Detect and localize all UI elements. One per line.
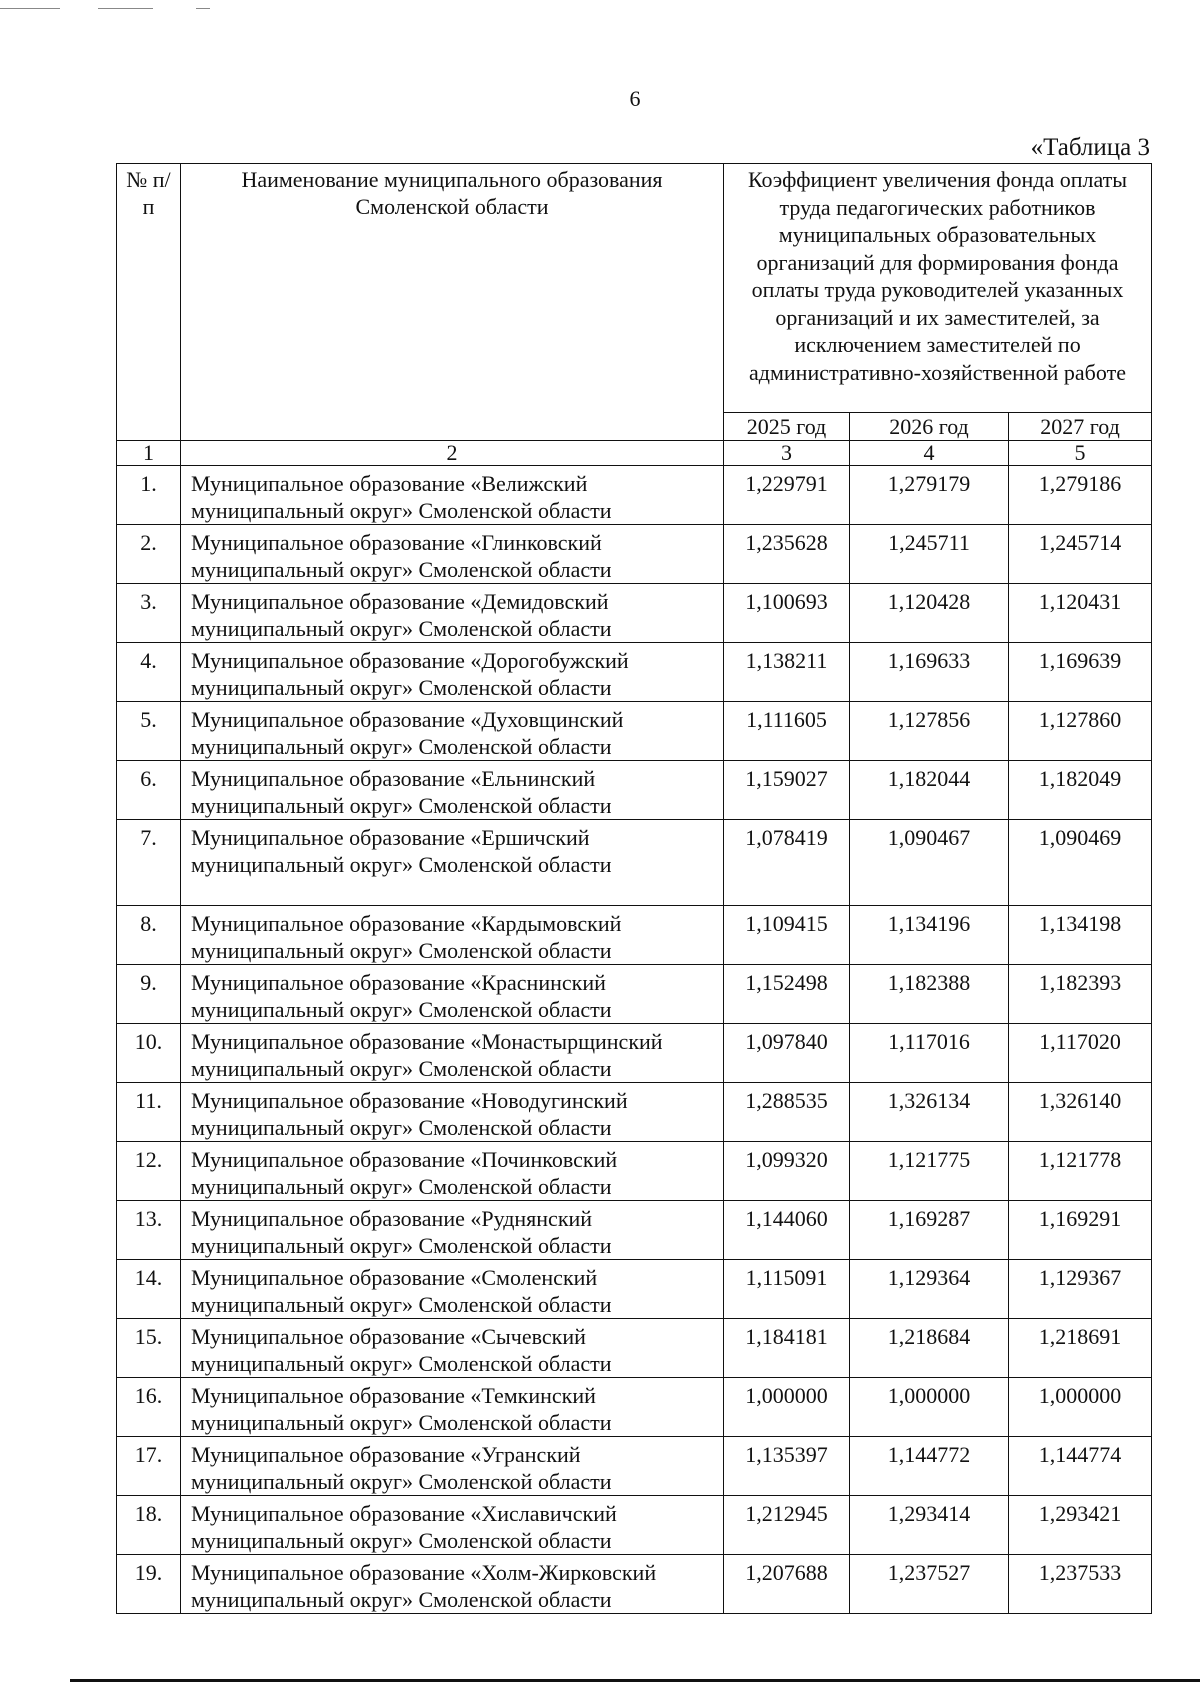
- column-number: 5: [1009, 441, 1152, 466]
- scan-mark: [0, 8, 60, 9]
- table-row: [117, 820, 1152, 906]
- table-row: [117, 761, 1152, 820]
- municipality-name: Муниципальное образование «Угранский муниципальный округ» Смоленской области: [181, 1437, 724, 1496]
- table-row: [117, 906, 1152, 965]
- municipality-name: Муниципальное образование «Хиславичский муниципальный округ» Смоленской области: [181, 1496, 724, 1555]
- value-2026: 1,169633: [850, 643, 1009, 702]
- value-2025: 1,115091: [724, 1260, 850, 1319]
- value-2027: 1,237533: [1009, 1555, 1152, 1614]
- header-year-2027: 2027 год: [1009, 413, 1152, 441]
- table-row: [117, 466, 1152, 525]
- page-number: 6: [629, 86, 641, 111]
- table-row: [117, 1437, 1152, 1496]
- value-2025: 1,000000: [724, 1378, 850, 1437]
- row-number: 5.: [117, 702, 181, 761]
- value-2027: 1,134198: [1009, 906, 1152, 965]
- table-row: [117, 1319, 1152, 1378]
- row-number: 1.: [117, 466, 181, 525]
- row-number: 3.: [117, 584, 181, 643]
- municipality-name: Муниципальное образование «Глинковский муниципальный округ» Смоленской области: [181, 525, 724, 584]
- value-2027: 1,090469: [1009, 820, 1152, 906]
- header-coefficient: Коэффициент увеличения фонда оплаты труда педагогических работников муниципальных образовательных организаций для формирования фонда оплаты труда руководителей указанных организаций и их заместителей, за исключением заместителей по административно-хозяйственной работе: [724, 164, 1152, 413]
- value-2025: 1,144060: [724, 1201, 850, 1260]
- value-2027: 1,127860: [1009, 702, 1152, 761]
- table-row: [117, 643, 1152, 702]
- row-number: 12.: [117, 1142, 181, 1201]
- value-2027: 1,000000: [1009, 1378, 1152, 1437]
- value-2025: 1,152498: [724, 965, 850, 1024]
- municipality-name: Муниципальное образование «Краснинский муниципальный округ» Смоленской области: [181, 965, 724, 1024]
- table-row: [117, 702, 1152, 761]
- value-2027: 1,120431: [1009, 584, 1152, 643]
- value-2027: 1,117020: [1009, 1024, 1152, 1083]
- column-number: 3: [724, 441, 850, 466]
- value-2025: 1,184181: [724, 1319, 850, 1378]
- municipality-name: Муниципальное образование «Демидовский муниципальный округ» Смоленской области: [181, 584, 724, 643]
- value-2025: 1,099320: [724, 1142, 850, 1201]
- header-num: № п/п: [117, 164, 181, 441]
- row-number: 9.: [117, 965, 181, 1024]
- table-row: [117, 1142, 1152, 1201]
- row-number: 10.: [117, 1024, 181, 1083]
- table-row: [117, 1260, 1152, 1319]
- municipality-name: Муниципальное образование «Руднянский муниципальный округ» Смоленской области: [181, 1201, 724, 1260]
- value-2025: 1,288535: [724, 1083, 850, 1142]
- row-number: 18.: [117, 1496, 181, 1555]
- value-2027: 1,279186: [1009, 466, 1152, 525]
- row-number: 6.: [117, 761, 181, 820]
- value-2026: 1,127856: [850, 702, 1009, 761]
- row-number: 15.: [117, 1319, 181, 1378]
- value-2027: 1,169291: [1009, 1201, 1152, 1260]
- municipality-name: Муниципальное образование «Духовщинский муниципальный округ» Смоленской области: [181, 702, 724, 761]
- value-2026: 1,237527: [850, 1555, 1009, 1614]
- value-2027: 1,144774: [1009, 1437, 1152, 1496]
- row-number: 7.: [117, 820, 181, 906]
- value-2026: 1,129364: [850, 1260, 1009, 1319]
- value-2025: 1,159027: [724, 761, 850, 820]
- value-2027: 1,121778: [1009, 1142, 1152, 1201]
- row-number: 16.: [117, 1378, 181, 1437]
- coefficient-table: [116, 163, 1152, 1614]
- municipality-name: Муниципальное образование «Ельнинский муниципальный округ» Смоленской области: [181, 761, 724, 820]
- value-2025: 1,109415: [724, 906, 850, 965]
- municipality-name: Муниципальное образование «Починковский муниципальный округ» Смоленской области: [181, 1142, 724, 1201]
- value-2025: 1,097840: [724, 1024, 850, 1083]
- municipality-name: Муниципальное образование «Монастырщинский муниципальный округ» Смоленской области: [181, 1024, 724, 1083]
- value-2026: 1,182044: [850, 761, 1009, 820]
- value-2025: 1,078419: [724, 820, 850, 906]
- table-row: [117, 1083, 1152, 1142]
- row-number: 8.: [117, 906, 181, 965]
- value-2025: 1,229791: [724, 466, 850, 525]
- value-2026: 1,245711: [850, 525, 1009, 584]
- value-2026: 1,134196: [850, 906, 1009, 965]
- value-2025: 1,235628: [724, 525, 850, 584]
- value-2025: 1,135397: [724, 1437, 850, 1496]
- row-number: 13.: [117, 1201, 181, 1260]
- scan-mark: [98, 8, 153, 9]
- value-2026: 1,326134: [850, 1083, 1009, 1142]
- value-2026: 1,293414: [850, 1496, 1009, 1555]
- table-row: [117, 584, 1152, 643]
- row-number: 11.: [117, 1083, 181, 1142]
- municipality-name: Муниципальное образование «Смоленский муниципальный округ» Смоленской области: [181, 1260, 724, 1319]
- value-2026: 1,218684: [850, 1319, 1009, 1378]
- table-caption: «Таблица 3: [1030, 134, 1150, 161]
- municipality-name: Муниципальное образование «Темкинский муниципальный округ» Смоленской области: [181, 1378, 724, 1437]
- value-2026: 1,120428: [850, 584, 1009, 643]
- municipality-name: Муниципальное образование «Новодугинский муниципальный округ» Смоленской области: [181, 1083, 724, 1142]
- municipality-name: Муниципальное образование «Холм-Жирковский муниципальный округ» Смоленской области: [181, 1555, 724, 1614]
- table-row: [117, 1201, 1152, 1260]
- table-row: [117, 1378, 1152, 1437]
- municipality-name: Муниципальное образование «Велижский муниципальный округ» Смоленской области: [181, 466, 724, 525]
- bottom-rule: [70, 1679, 1200, 1682]
- value-2026: 1,000000: [850, 1378, 1009, 1437]
- municipality-name: Муниципальное образование «Ершичский муниципальный округ» Смоленской области: [181, 820, 724, 906]
- value-2027: 1,182393: [1009, 965, 1152, 1024]
- row-number: 17.: [117, 1437, 181, 1496]
- value-2027: 1,218691: [1009, 1319, 1152, 1378]
- table-row: [117, 1555, 1152, 1614]
- value-2027: 1,169639: [1009, 643, 1152, 702]
- column-number: 2: [181, 441, 724, 466]
- value-2026: 1,144772: [850, 1437, 1009, 1496]
- value-2025: 1,207688: [724, 1555, 850, 1614]
- table-row: [117, 525, 1152, 584]
- header-name: Наименование муниципального образования Смоленской области: [181, 164, 724, 441]
- column-number: 1: [117, 441, 181, 466]
- value-2026: 1,279179: [850, 466, 1009, 525]
- value-2027: 1,182049: [1009, 761, 1152, 820]
- scan-mark: [196, 8, 210, 9]
- row-number: 19.: [117, 1555, 181, 1614]
- value-2026: 1,117016: [850, 1024, 1009, 1083]
- value-2026: 1,121775: [850, 1142, 1009, 1201]
- value-2025: 1,212945: [724, 1496, 850, 1555]
- value-2027: 1,245714: [1009, 525, 1152, 584]
- value-2026: 1,090467: [850, 820, 1009, 906]
- value-2026: 1,182388: [850, 965, 1009, 1024]
- row-number: 2.: [117, 525, 181, 584]
- header-year-2026: 2026 год: [850, 413, 1009, 441]
- column-number-row: [117, 441, 1152, 466]
- table-row: [117, 965, 1152, 1024]
- value-2027: 1,129367: [1009, 1260, 1152, 1319]
- header-year-2025: 2025 год: [724, 413, 850, 441]
- value-2025: 1,138211: [724, 643, 850, 702]
- value-2025: 1,100693: [724, 584, 850, 643]
- row-number: 14.: [117, 1260, 181, 1319]
- header-row: [117, 164, 1152, 413]
- table-row: [117, 1024, 1152, 1083]
- value-2027: 1,326140: [1009, 1083, 1152, 1142]
- value-2026: 1,169287: [850, 1201, 1009, 1260]
- value-2027: 1,293421: [1009, 1496, 1152, 1555]
- value-2025: 1,111605: [724, 702, 850, 761]
- row-number: 4.: [117, 643, 181, 702]
- table-row: [117, 1496, 1152, 1555]
- column-number: 4: [850, 441, 1009, 466]
- municipality-name: Муниципальное образование «Кардымовский муниципальный округ» Смоленской области: [181, 906, 724, 965]
- municipality-name: Муниципальное образование «Дорогобужский муниципальный округ» Смоленской области: [181, 643, 724, 702]
- municipality-name: Муниципальное образование «Сычевский муниципальный округ» Смоленской области: [181, 1319, 724, 1378]
